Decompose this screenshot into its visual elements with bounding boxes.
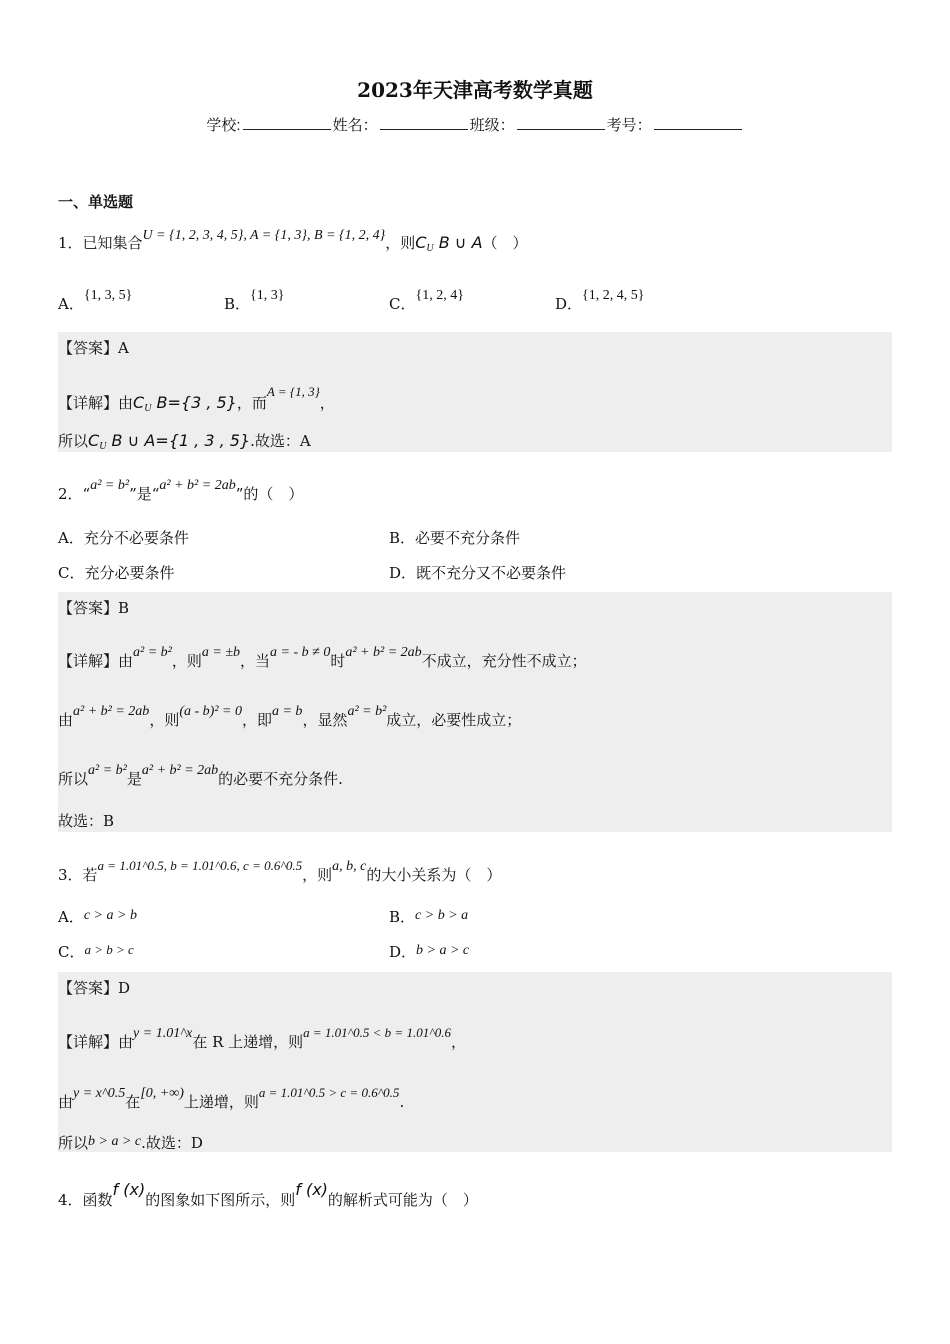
q2-d2e: ，即 (241, 711, 272, 729)
q1-detail-label: 【详解】 (58, 394, 119, 412)
q1-d1a: 由 (118, 394, 134, 412)
question-1 (58, 228, 528, 254)
question-2 (58, 478, 303, 504)
q3-d2e: 上递增，则 (183, 1093, 259, 1111)
q2-answer-label: 【答案】 (58, 599, 119, 617)
q1-set-u: U = {1, 2, 3, 4, 5} (142, 228, 244, 243)
q2-d1b: a² = b² (133, 645, 172, 660)
q2-d3c: 是 (126, 770, 142, 788)
q3-option-a-label: A． (58, 908, 84, 926)
q2-answer-value: B (118, 599, 130, 617)
q3-option-d-label: D． (389, 943, 417, 961)
number-blank[interactable] (654, 117, 742, 130)
q4-end: 的解析式可能为（ ） (327, 1191, 478, 1209)
q1-detail-line-2 (58, 430, 311, 452)
class-label: 班级： (469, 117, 515, 134)
q1-detail-line-1 (58, 384, 335, 414)
q3-d3a: 所以 (58, 1134, 89, 1152)
q1-set-a: , A = {1, 3} (243, 228, 308, 243)
q3-option-d[interactable] (389, 941, 469, 962)
q3-option-b-label: B． (389, 908, 416, 926)
q3-answer-box (58, 972, 892, 1152)
q4-number: 4．函数 (58, 1191, 113, 1209)
q2-d3e: 的必要不充分条件. (218, 770, 343, 788)
q3-option-a-value: c > a > b (83, 908, 137, 923)
q3-number: 3．若 (58, 866, 98, 884)
q1-d1d: B={3 , 5} (151, 393, 237, 412)
q3-option-b[interactable] (389, 906, 468, 927)
q1-d2a: 所以 (58, 432, 89, 450)
school-label: 学校: (206, 117, 241, 134)
q2-d3d: a² + b² = 2ab (141, 763, 219, 778)
q1-complement: C (415, 233, 427, 252)
q4-f1: f (x) (112, 1180, 146, 1199)
q3-d2c: 在 (125, 1093, 141, 1111)
q1-d1f: A = {1, 3} (266, 384, 320, 399)
q1-paren: （ ） (482, 234, 528, 252)
q2-option-c-label: C． (58, 564, 85, 582)
student-info-line (0, 114, 950, 135)
q1-d2b: C (88, 431, 100, 450)
q1-d1b: C (133, 393, 145, 412)
q2-option-a-value: 充分不必要条件 (83, 529, 189, 547)
q4-mid: 的图象如下图所示，则 (145, 1191, 296, 1209)
q2-d1e: ，当 (240, 652, 271, 670)
q2-option-b-label: B． (389, 529, 416, 547)
q2-answer (58, 597, 129, 618)
q3-option-a[interactable] (58, 906, 137, 927)
q3-d3c: .故选：D (141, 1134, 203, 1152)
q3-d1a: 由 (118, 1033, 134, 1051)
q2-d2d: (a - b)² = 0 (179, 704, 242, 719)
q2-detail-line-2 (58, 704, 521, 730)
q2-d2b: a² + b² = 2ab (73, 704, 150, 719)
q3-detail-line-3 (58, 1132, 203, 1153)
q3-detail-line-1 (58, 1025, 466, 1052)
q2-d3b: a² = b² (88, 763, 127, 778)
q1-option-d[interactable] (555, 288, 644, 314)
q3-vars: a, b, c (332, 859, 367, 874)
q4-f2: f (x) (295, 1180, 328, 1199)
q1-option-b-label: B． (224, 295, 251, 313)
q2-option-c-value: 充分必要条件 (84, 564, 175, 582)
q2-d1d: a = ±b (201, 645, 241, 660)
q2-d2h: a² = b² (347, 704, 387, 719)
page-title: 2023年天津高考数学真题 (357, 78, 593, 102)
q2-end: ”的（ ） (235, 485, 304, 503)
q3-option-c[interactable] (58, 941, 134, 962)
number-label: 考号： (606, 117, 652, 134)
q3-d2b: y = x^0.5 (73, 1086, 126, 1101)
q3-answer-label: 【答案】 (58, 979, 119, 997)
q3-answer-value: D (118, 979, 131, 997)
question-4 (58, 1180, 478, 1210)
class-blank[interactable] (517, 117, 605, 130)
q1-option-b[interactable] (224, 288, 284, 314)
q1-d1g: ， (319, 394, 335, 412)
q1-d2d: B ∪ A={1 , 3 , 5} (106, 431, 251, 450)
q3-option-c-value: a > b > c (84, 942, 134, 957)
q2-d2a: 由 (58, 711, 74, 729)
q2-detail-line-4: 故选：B (58, 812, 115, 830)
q1-d1e: ，而 (236, 394, 267, 412)
name-label: 姓名： (332, 117, 378, 134)
q1-d2c: U (99, 441, 107, 452)
q1-option-a-value: {1, 3, 5} (83, 288, 133, 303)
q3-d2d: [0, +∞) (140, 1086, 184, 1101)
q2-d1c: ，则 (171, 652, 202, 670)
school-blank[interactable] (243, 117, 331, 130)
q2-d1g: 时 (330, 652, 346, 670)
q1-answer (58, 337, 129, 358)
q2-option-b-value: 必要不充分条件 (415, 529, 521, 547)
q1-expr-rest: B ∪ A (433, 233, 483, 252)
q3-ask: 的大小关系为（ ） (366, 866, 502, 884)
q2-mid: ”是“ (129, 485, 160, 503)
q1-then: ，则 (385, 234, 416, 252)
q2-option-d-value: 既不充分又不必要条件 (416, 564, 567, 582)
q1-option-c[interactable] (389, 288, 464, 314)
q3-given: a = 1.01^0.5, b = 1.01^0.6, c = 0.6^0.5 (97, 858, 303, 873)
q2-option-a[interactable] (58, 527, 189, 548)
q3-then: ，则 (302, 866, 333, 884)
q3-detail-line-2 (58, 1085, 404, 1112)
q3-answer (58, 977, 130, 998)
q1-complement-sub: U (426, 243, 434, 254)
q2-option-b[interactable] (389, 527, 520, 548)
q1-answer-label: 【答案】 (58, 339, 119, 357)
q1-number: 1．已知集合 (58, 234, 143, 252)
q2-d1f: a = - b ≠ 0 (270, 645, 331, 660)
q1-set-b: , B = {1, 2, 4} (307, 228, 386, 243)
q2-d2i: 成立，必要性成立； (386, 711, 522, 729)
q2-option-c[interactable] (58, 562, 175, 583)
q3-detail-label: 【详解】 (58, 1033, 119, 1051)
q3-d3b: b > a > c (88, 1134, 142, 1149)
q2-cond1: a² = b² (90, 478, 130, 493)
q1-answer-value: A (118, 339, 129, 357)
q2-cond2: a² + b² = 2ab (159, 478, 236, 493)
q3-d1e: ， (450, 1033, 466, 1051)
q1-d1c: U (144, 403, 152, 414)
q3-d2g: . (399, 1093, 405, 1111)
question-3 (58, 858, 501, 885)
q2-d1h: a² + b² = 2ab (345, 645, 422, 660)
q2-detail-label: 【详解】 (58, 652, 119, 670)
q1-option-c-value: {1, 2, 4} (415, 288, 464, 303)
q2-option-a-label: A． (58, 529, 84, 547)
q2-option-d[interactable] (389, 562, 566, 583)
q3-option-c-label: C． (58, 943, 85, 961)
q2-d1i: 不成立，充分性不成立； (421, 652, 587, 670)
q1-option-b-value: {1, 3} (250, 288, 285, 303)
q3-option-b-value: c > b > a (415, 908, 469, 923)
q1-option-a-label: A． (58, 295, 84, 313)
q1-d2e: .故选：A (250, 432, 311, 450)
q2-d2g: ，显然 (302, 711, 348, 729)
q2-d1a: 由 (118, 652, 134, 670)
q3-option-d-value: b > a > c (416, 943, 470, 958)
q1-option-d-label: D． (555, 295, 583, 313)
q2-option-d-label: D． (389, 564, 417, 582)
q2-d2c: ，则 (149, 711, 180, 729)
q2-detail-line-1 (58, 645, 587, 671)
q1-option-a[interactable] (58, 288, 132, 314)
q3-d1d: a = 1.01^0.5 < b = 1.01^0.6 (303, 1025, 451, 1040)
q2-open: “ (82, 485, 91, 503)
q3-d1b: y = 1.01^x (133, 1026, 193, 1041)
q3-d1c: 在 R 上递增，则 (192, 1033, 304, 1051)
q1-option-c-label: C． (389, 295, 416, 313)
q2-d2f: a = b (271, 704, 303, 719)
q3-d2f: a = 1.01^0.5 > c = 0.6^0.5 (258, 1085, 400, 1100)
q2-detail-line-3 (58, 763, 343, 789)
q2-number: 2． (58, 485, 83, 503)
q1-option-d-value: {1, 2, 4, 5} (582, 288, 645, 303)
q3-d2a: 由 (58, 1093, 74, 1111)
section-heading: 一、单选题 (58, 194, 134, 211)
name-blank[interactable] (380, 117, 468, 130)
q2-d3a: 所以 (58, 770, 89, 788)
